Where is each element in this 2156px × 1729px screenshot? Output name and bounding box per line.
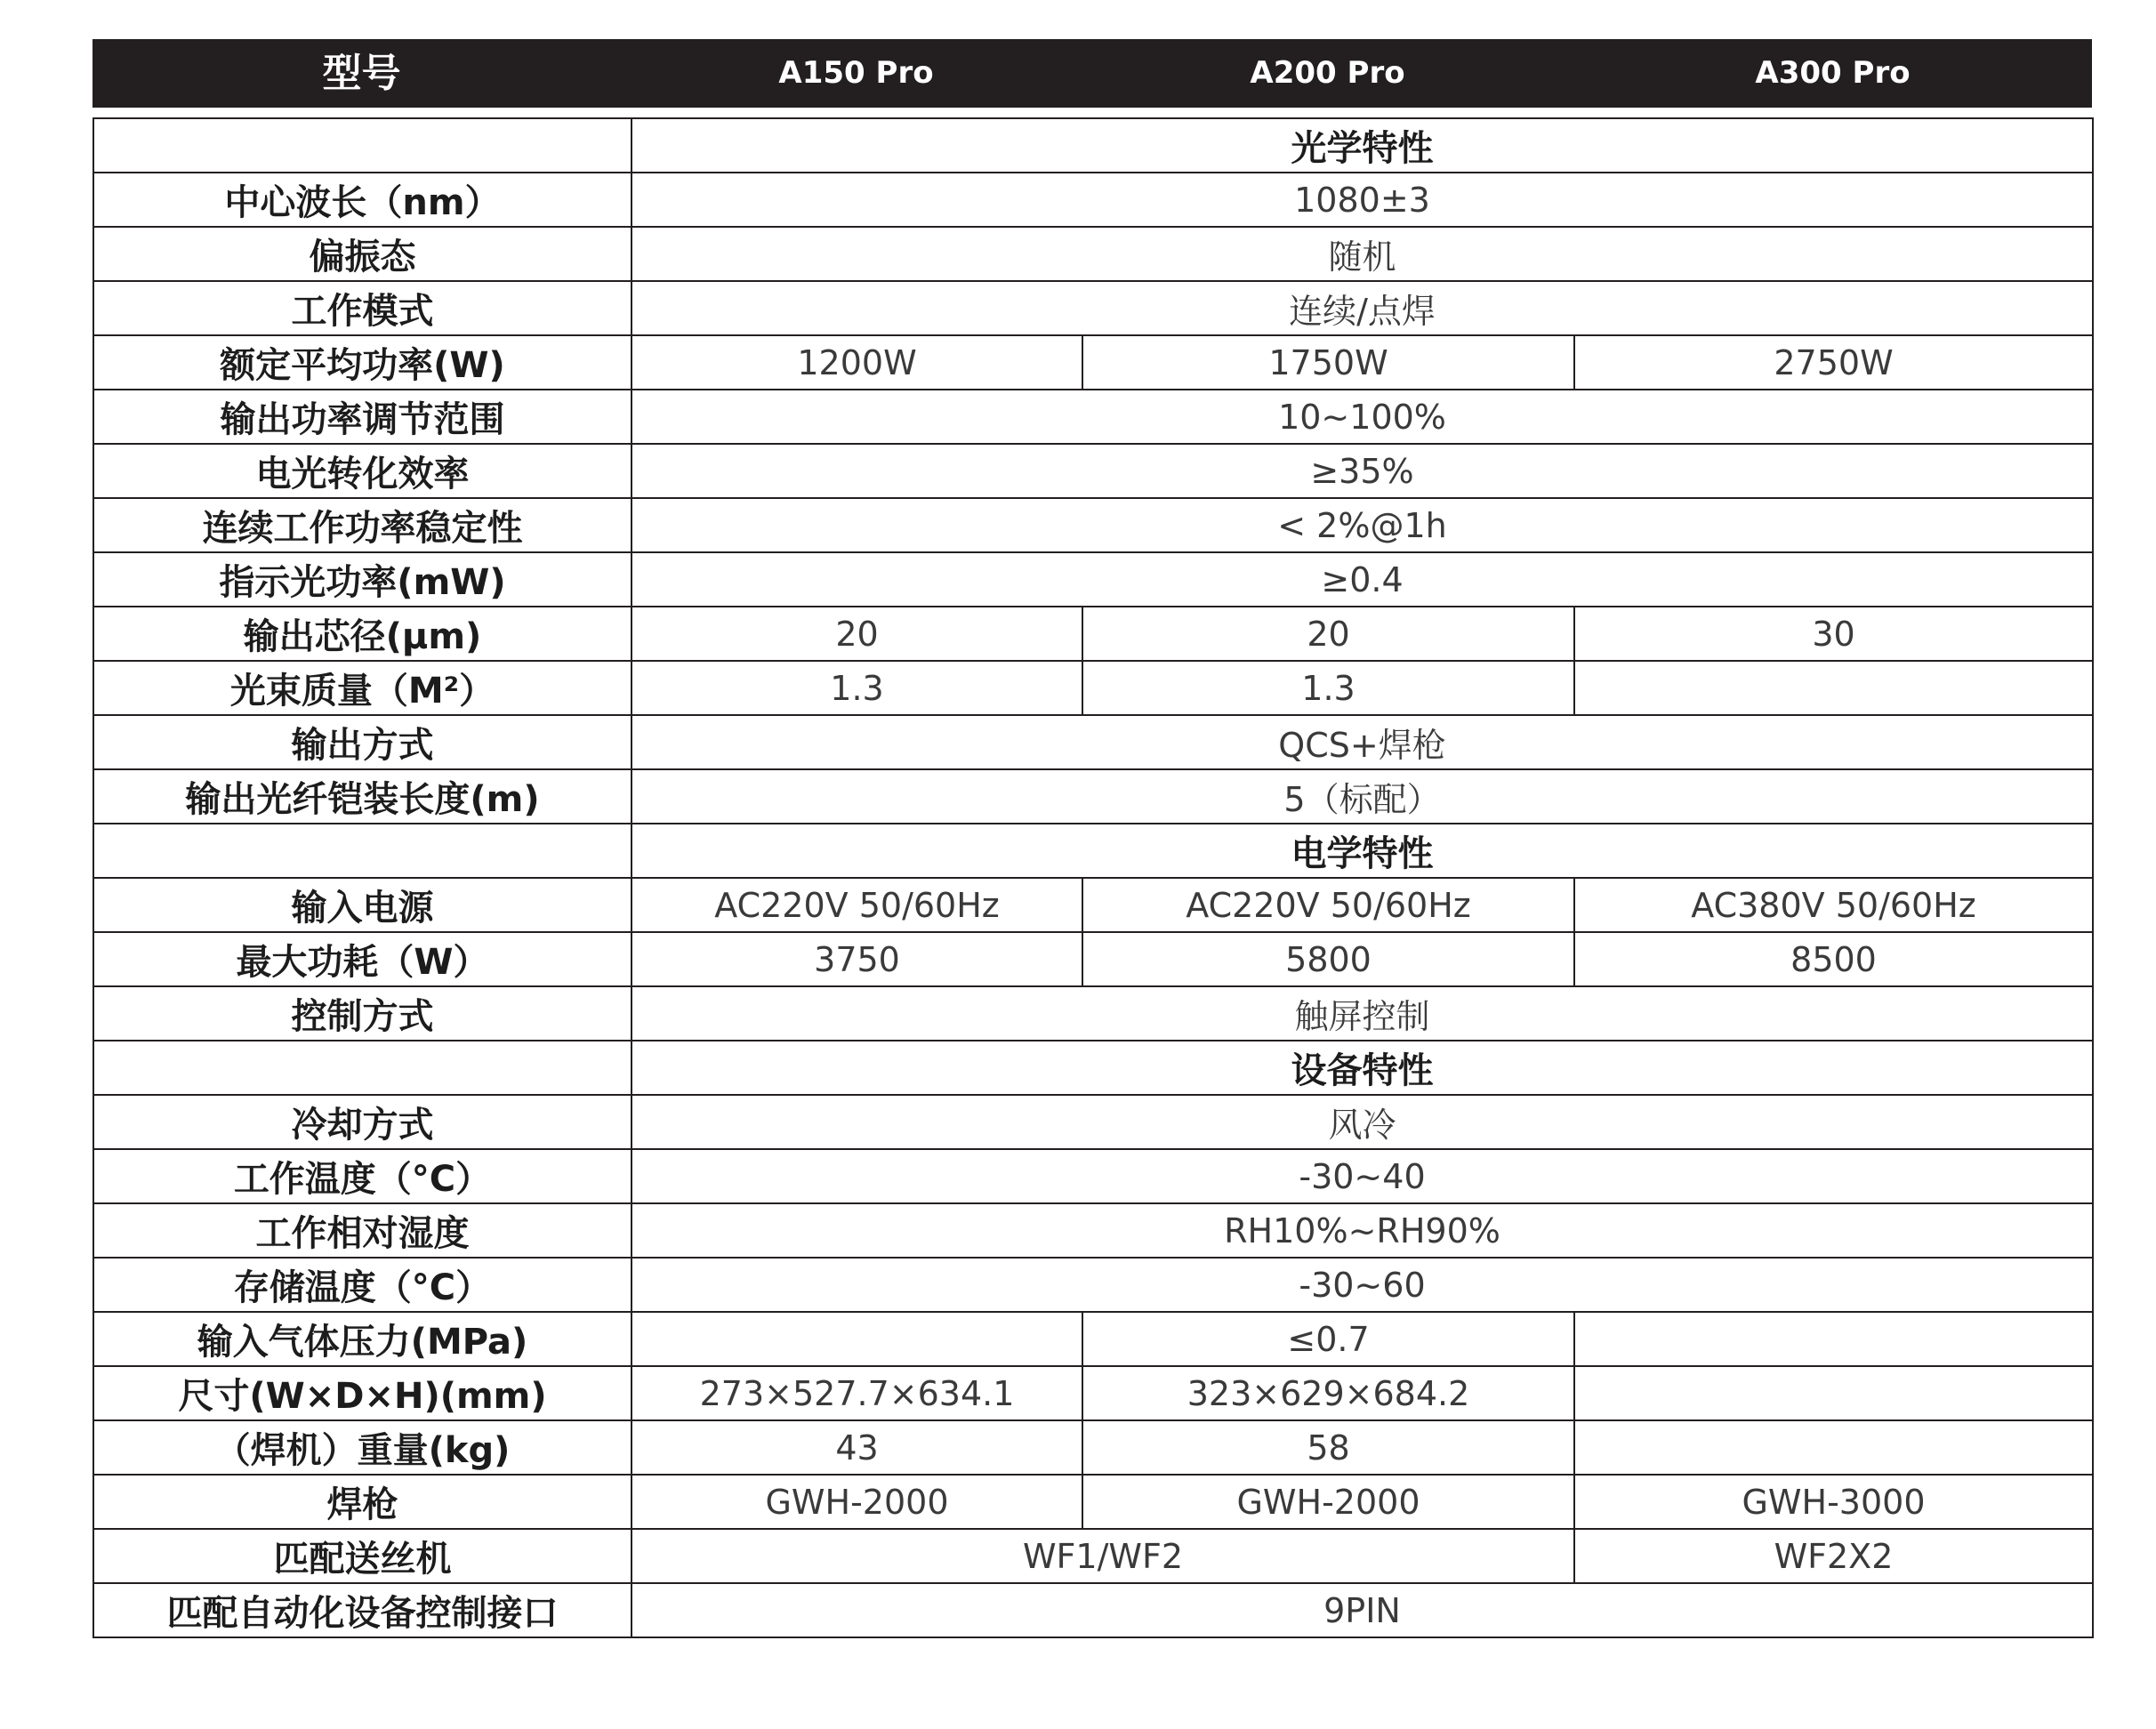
row-value-dimensions-a150: 273×527.7×634.1 [632,1366,1082,1420]
row-value-rated-power-a200: 1750W [1082,335,1574,390]
row-value-beam-quality-a300 [1574,661,2093,715]
table-row [93,335,2093,390]
row-value-wavelength: 1080±3 [632,173,2093,227]
row-value-weight-a200: 58 [1082,1420,1574,1475]
row-value-automation-interface: 9PIN [632,1583,2093,1637]
table-row [93,1095,2093,1149]
row-value-humidity: RH10%~RH90% [632,1203,2093,1258]
section-row-empty-label [93,1041,632,1095]
row-label-power-range: 输出功率调节范围 [93,390,632,444]
row-value-efficiency: ≥35% [632,444,2093,498]
table-row [93,661,2093,715]
row-value-rated-power-a300: 2750W [1574,335,2093,390]
row-value-welding-gun-a150: GWH-2000 [632,1475,1082,1529]
row-value-welding-gun-a200: GWH-2000 [1082,1475,1574,1529]
row-value-indicator-power: ≥0.4 [632,552,2093,607]
row-label-humidity: 工作相对湿度 [93,1203,632,1258]
model-header-label: 型号 [322,51,401,96]
row-label-output-mode: 输出方式 [93,715,632,769]
row-value-storage-temp: -30~60 [632,1258,2093,1312]
section-row-equipment [93,1041,2093,1095]
row-label-rated-power: 额定平均功率(W) [93,335,632,390]
row-value-work-temp: -30~40 [632,1149,2093,1203]
table-row [93,227,2093,281]
table-row [93,498,2093,552]
section-title-electrical: 电学特性 [632,824,2093,878]
table-row [93,1149,2093,1203]
row-label-wire-feeder: 匹配送丝机 [93,1529,632,1583]
table-row [93,1420,2093,1475]
row-value-polarization: 随机 [632,227,2093,281]
row-value-power-input-a300: AC380V 50/60Hz [1574,878,2093,932]
row-value-dimensions-a300 [1574,1366,2093,1420]
table-row [93,1583,2093,1637]
row-label-welding-gun: 焊枪 [93,1475,632,1529]
row-label-efficiency: 电光转化效率 [93,444,632,498]
row-label-fiber-length: 输出光纤铠装长度(m) [93,769,632,824]
row-value-power-range: 10~100% [632,390,2093,444]
row-value-control-mode: 触屏控制 [632,986,2093,1041]
table-row [93,444,2093,498]
row-value-cooling: 风冷 [632,1095,2093,1149]
table-row [93,1366,2093,1420]
model-header-bar [93,39,2092,108]
row-value-core-diameter-a300: 30 [1574,607,2093,661]
table-row [93,878,2093,932]
row-label-core-diameter: 输出芯径(μm) [93,607,632,661]
section-title-optical: 光学特性 [632,118,2093,173]
section-title-equipment: 设备特性 [632,1041,2093,1095]
row-label-power-input: 输入电源 [93,878,632,932]
row-label-stability: 连续工作功率稳定性 [93,498,632,552]
row-value-max-consumption-a150: 3750 [632,932,1082,986]
section-row-empty-label [93,118,632,173]
row-value-max-consumption-a200: 5800 [1082,932,1574,986]
row-value-gas-pressure-a200: ≤0.7 [1082,1312,1574,1366]
row-value-wire-feeder-a300: WF2X2 [1574,1529,2093,1583]
section-row-optical [93,118,2093,173]
row-value-beam-quality-a200: 1.3 [1082,661,1574,715]
table-row [93,1203,2093,1258]
table-row [93,552,2093,607]
row-label-cooling: 冷却方式 [93,1095,632,1149]
table-row [93,281,2093,335]
row-value-weight-a300 [1574,1420,2093,1475]
row-label-wavelength: 中心波长（nm） [93,173,632,227]
table-row [93,1475,2093,1529]
row-value-rated-power-a150: 1200W [632,335,1082,390]
table-row [93,1312,2093,1366]
row-value-beam-quality-a150: 1.3 [632,661,1082,715]
row-value-fiber-length: 5（标配） [632,769,2093,824]
row-value-welding-gun-a300: GWH-3000 [1574,1475,2093,1529]
row-value-gas-pressure-a150 [632,1312,1082,1366]
row-value-weight-a150: 43 [632,1420,1082,1475]
row-value-gas-pressure-a300 [1574,1312,2093,1366]
row-value-power-input-a150: AC220V 50/60Hz [632,878,1082,932]
row-value-core-diameter-a150: 20 [632,607,1082,661]
row-label-weight: （焊机）重量(kg) [93,1420,632,1475]
row-label-polarization: 偏振态 [93,227,632,281]
model-header-a150: A150 Pro [778,55,934,91]
table-row [93,1258,2093,1312]
row-label-gas-pressure: 输入气体压力(MPa) [93,1312,632,1366]
table-row [93,986,2093,1041]
model-header-a200: A200 Pro [1250,55,1405,91]
spec-sheet [93,39,2092,1638]
row-label-control-mode: 控制方式 [93,986,632,1041]
row-value-power-input-a200: AC220V 50/60Hz [1082,878,1574,932]
row-label-beam-quality: 光束质量（M²） [93,661,632,715]
table-row [93,932,2093,986]
table-row [93,1529,2093,1583]
row-label-dimensions: 尺寸(W×D×H)(mm) [93,1366,632,1420]
row-label-max-consumption: 最大功耗（W） [93,932,632,986]
section-row-electrical [93,824,2093,878]
section-row-empty-label [93,824,632,878]
row-label-indicator-power: 指示光功率(mW) [93,552,632,607]
row-value-core-diameter-a200: 20 [1082,607,1574,661]
table-row [93,607,2093,661]
row-label-work-mode: 工作模式 [93,281,632,335]
row-value-wire-feeder-a150-a200: WF1/WF2 [632,1529,1574,1583]
row-label-automation-interface: 匹配自动化设备控制接口 [93,1583,632,1637]
table-row [93,769,2093,824]
row-value-stability: < 2%@1h [632,498,2093,552]
row-value-max-consumption-a300: 8500 [1574,932,2093,986]
row-label-storage-temp: 存储温度（°C） [93,1258,632,1312]
row-value-output-mode: QCS+焊枪 [632,715,2093,769]
row-value-dimensions-a200: 323×629×684.2 [1082,1366,1574,1420]
spec-table [93,117,2094,1638]
row-label-work-temp: 工作温度（°C） [93,1149,632,1203]
table-row [93,715,2093,769]
model-header-a300: A300 Pro [1755,55,1911,91]
row-value-work-mode: 连续/点焊 [632,281,2093,335]
table-row [93,173,2093,227]
table-row [93,390,2093,444]
